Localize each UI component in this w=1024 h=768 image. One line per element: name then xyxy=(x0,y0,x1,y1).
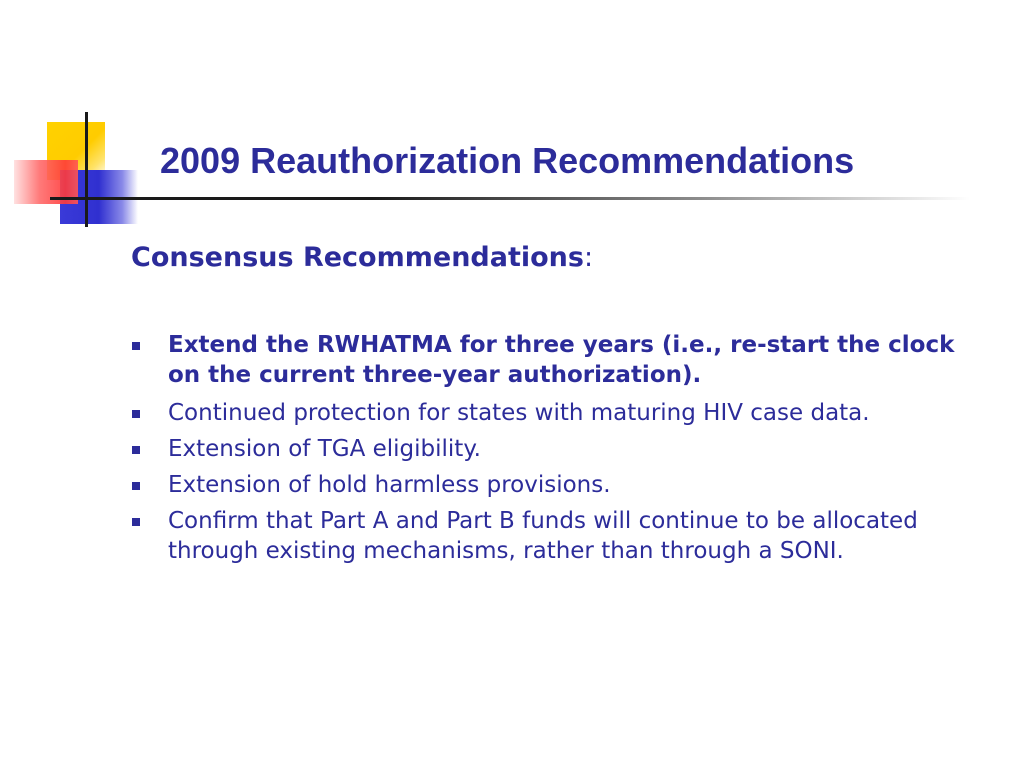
bullet-text: Confirm that Part A and Part B funds will continue to be allocated through existing mechanisms, rather than through a SONI. xyxy=(168,508,918,564)
square-bullet-icon xyxy=(132,482,140,490)
title-underline-rule xyxy=(50,197,970,200)
square-bullet-icon xyxy=(132,410,140,418)
square-bullet-icon xyxy=(132,518,140,526)
corner-decoration xyxy=(0,0,160,240)
vertical-rule-decoration xyxy=(85,112,88,227)
section-heading-text: Consensus Recommendations xyxy=(131,242,584,273)
bullet-text: Continued protection for states with maturing HIV case data. xyxy=(168,400,870,426)
square-bullet-icon xyxy=(132,446,140,454)
section-heading-colon: : xyxy=(583,242,594,273)
bullet-item xyxy=(130,398,980,428)
bullet-text: Extension of hold harmless provisions. xyxy=(168,472,611,498)
slide-title: 2009 Reauthorization Recommendations xyxy=(160,140,855,181)
bullet-item xyxy=(130,506,980,566)
bullet-text: Extension of TGA eligibility. xyxy=(168,436,481,462)
bullet-item xyxy=(130,330,980,390)
section-heading xyxy=(131,242,593,273)
square-bullet-icon xyxy=(132,342,140,350)
bullet-item xyxy=(130,434,980,464)
bullet-list xyxy=(130,330,980,572)
bullet-item xyxy=(130,470,980,500)
bullet-text: Extend the RWHATMA for three years (i.e., re-start the clock on the current three-year authorization). xyxy=(168,332,955,388)
